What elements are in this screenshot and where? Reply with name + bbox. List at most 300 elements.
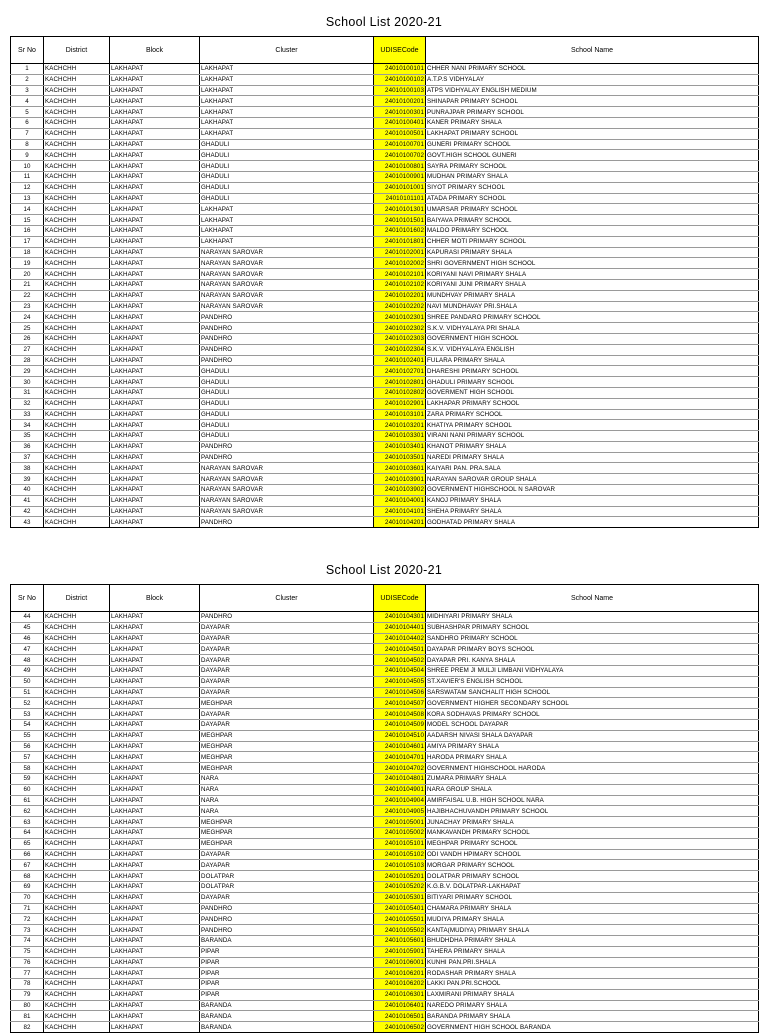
cell-cluster: GHADULI: [200, 193, 374, 204]
cell-block: LAKHAPAT: [110, 784, 200, 795]
cell-udise-code: 24010103902: [374, 485, 426, 496]
cell-block: LAKHAPAT: [110, 914, 200, 925]
cell-school-name: LAXMIRANI PRIMARY SHALA: [426, 989, 759, 1000]
cell-sr-no: 66: [11, 849, 44, 860]
cell-block: LAKHAPAT: [110, 452, 200, 463]
cell-block: LAKHAPAT: [110, 1000, 200, 1011]
cell-district: KACHCHH: [44, 849, 110, 860]
cell-sr-no: 31: [11, 387, 44, 398]
cell-block: LAKHAPAT: [110, 860, 200, 871]
cell-block: LAKHAPAT: [110, 676, 200, 687]
cell-sr-no: 9: [11, 150, 44, 161]
cell-udise-code: 24010102302: [374, 323, 426, 334]
cell-udise-code: 24010102002: [374, 258, 426, 269]
cell-school-name: AMIRFAISAL U.B. HIGH SCHOOL NARA: [426, 795, 759, 806]
table-row: [11, 1011, 759, 1022]
cell-cluster: NARAYAN SAROVAR: [200, 269, 374, 280]
cell-school-name: KANOJ PRIMARY SHALA: [426, 495, 759, 506]
cell-udise-code: 24010100702: [374, 150, 426, 161]
cell-block: LAKHAPAT: [110, 795, 200, 806]
cell-udise-code: 24010104701: [374, 752, 426, 763]
table-row: [11, 806, 759, 817]
cell-udise-code: 24010105301: [374, 892, 426, 903]
cell-udise-code: 24010106502: [374, 1022, 426, 1033]
cell-cluster: GHADULI: [200, 377, 374, 388]
cell-udise-code: 24010104201: [374, 517, 426, 528]
cell-school-name: KORIYANI JUNI PRIMARY SHALA: [426, 279, 759, 290]
cell-cluster: GHADULI: [200, 409, 374, 420]
cell-udise-code: 24010101101: [374, 193, 426, 204]
cell-udise-code: 24010100301: [374, 107, 426, 118]
cell-udise-code: 24010102701: [374, 366, 426, 377]
table-row: [11, 784, 759, 795]
cell-block: LAKHAPAT: [110, 377, 200, 388]
cell-cluster: DOLATPAR: [200, 881, 374, 892]
cell-sr-no: 60: [11, 784, 44, 795]
table-row: [11, 763, 759, 774]
cell-cluster: LAKHAPAT: [200, 225, 374, 236]
table-row: [11, 225, 759, 236]
cell-block: LAKHAPAT: [110, 290, 200, 301]
cell-district: KACHCHH: [44, 193, 110, 204]
cell-cluster: NARA: [200, 806, 374, 817]
table-row: [11, 633, 759, 644]
cell-cluster: BARANDA: [200, 935, 374, 946]
cell-sr-no: 27: [11, 344, 44, 355]
cell-cluster: PIPAR: [200, 979, 374, 990]
cell-block: LAKHAPAT: [110, 182, 200, 193]
cell-block: LAKHAPAT: [110, 495, 200, 506]
cell-school-name: SHRI GOVERNMENT HIGH SCHOOL: [426, 258, 759, 269]
cell-sr-no: 41: [11, 495, 44, 506]
cell-block: LAKHAPAT: [110, 925, 200, 936]
table-row: [11, 409, 759, 420]
table-row: [11, 989, 759, 1000]
cell-udise-code: 24010104506: [374, 687, 426, 698]
cell-cluster: PANDHRO: [200, 914, 374, 925]
table-row: [11, 925, 759, 936]
cell-udise-code: 24010102303: [374, 333, 426, 344]
cell-udise-code: 24010104510: [374, 730, 426, 741]
cell-district: KACHCHH: [44, 204, 110, 215]
cell-district: KACHCHH: [44, 517, 110, 528]
table-row: [11, 495, 759, 506]
cell-cluster: DAYAPAR: [200, 849, 374, 860]
table-row: [11, 431, 759, 442]
cell-udise-code: 24010105103: [374, 860, 426, 871]
cell-school-name: GOVERNMENT HIGH SCHOOL BARANDA: [426, 1022, 759, 1033]
cell-cluster: LAKHAPAT: [200, 128, 374, 139]
cell-udise-code: 24010104904: [374, 795, 426, 806]
cell-school-name: KANTA(MUDIYA) PRIMARY SHALA: [426, 925, 759, 936]
table-row: [11, 333, 759, 344]
cell-sr-no: 80: [11, 1000, 44, 1011]
cell-school-name: MIDHIYARI PRIMARY SHALA: [426, 612, 759, 623]
cell-block: LAKHAPAT: [110, 420, 200, 431]
cell-cluster: DAYAPAR: [200, 719, 374, 730]
cell-sr-no: 23: [11, 301, 44, 312]
cell-sr-no: 63: [11, 817, 44, 828]
cell-sr-no: 71: [11, 903, 44, 914]
cell-udise-code: 24010104401: [374, 622, 426, 633]
cell-sr-no: 59: [11, 773, 44, 784]
header-sr-no: Sr No: [11, 37, 44, 64]
cell-district: KACHCHH: [44, 225, 110, 236]
cell-sr-no: 55: [11, 730, 44, 741]
table-row: [11, 485, 759, 496]
cell-block: LAKHAPAT: [110, 333, 200, 344]
school-table: [10, 584, 759, 1033]
cell-cluster: PANDHRO: [200, 312, 374, 323]
cell-cluster: MEGHPAR: [200, 730, 374, 741]
cell-sr-no: 74: [11, 935, 44, 946]
cell-school-name: DAYAPAR PRI. KANYA SHALA: [426, 655, 759, 666]
cell-sr-no: 69: [11, 881, 44, 892]
table-row: [11, 795, 759, 806]
cell-block: LAKHAPAT: [110, 687, 200, 698]
cell-udise-code: 24010102901: [374, 398, 426, 409]
cell-school-name: GOVERNMENT HIGHSCHOOL HARODA: [426, 763, 759, 774]
cell-cluster: GHADULI: [200, 420, 374, 431]
cell-cluster: MEGHPAR: [200, 838, 374, 849]
table-row: [11, 247, 759, 258]
cell-cluster: GHADULI: [200, 387, 374, 398]
cell-sr-no: 16: [11, 225, 44, 236]
cell-school-name: KAIYARI PAN. PRA.SALA: [426, 463, 759, 474]
cell-district: KACHCHH: [44, 881, 110, 892]
cell-udise-code: 24010101801: [374, 236, 426, 247]
cell-cluster: LAKHAPAT: [200, 215, 374, 226]
cell-cluster: DAYAPAR: [200, 687, 374, 698]
cell-school-name: UMARSAR PRIMARY SCHOOL: [426, 204, 759, 215]
cell-block: LAKHAPAT: [110, 398, 200, 409]
cell-school-name: SAYRA PRIMARY SCHOOL: [426, 161, 759, 172]
cell-sr-no: 78: [11, 979, 44, 990]
table-row: [11, 644, 759, 655]
table-row: [11, 914, 759, 925]
cell-district: KACHCHH: [44, 495, 110, 506]
cell-udise-code: 24010104505: [374, 676, 426, 687]
cell-district: KACHCHH: [44, 892, 110, 903]
table-row: [11, 817, 759, 828]
cell-cluster: NARAYAN SAROVAR: [200, 258, 374, 269]
cell-district: KACHCHH: [44, 236, 110, 247]
table-row: [11, 204, 759, 215]
cell-sr-no: 35: [11, 431, 44, 442]
cell-sr-no: 65: [11, 838, 44, 849]
header-sr-no: Sr No: [11, 585, 44, 612]
cell-school-name: ZARA PRIMARY SCHOOL: [426, 409, 759, 420]
cell-district: KACHCHH: [44, 719, 110, 730]
cell-school-name: BITIYARI PRIMARY SCHOOL: [426, 892, 759, 903]
table-row: [11, 387, 759, 398]
cell-sr-no: 29: [11, 366, 44, 377]
cell-block: LAKHAPAT: [110, 827, 200, 838]
cell-district: KACHCHH: [44, 107, 110, 118]
table-row: [11, 64, 759, 75]
cell-cluster: GHADULI: [200, 150, 374, 161]
cell-sr-no: 81: [11, 1011, 44, 1022]
cell-sr-no: 38: [11, 463, 44, 474]
cell-sr-no: 70: [11, 892, 44, 903]
cell-block: LAKHAPAT: [110, 204, 200, 215]
table-row: [11, 193, 759, 204]
school-table: [10, 36, 759, 528]
cell-block: LAKHAPAT: [110, 258, 200, 269]
cell-district: KACHCHH: [44, 730, 110, 741]
cell-school-name: SUBHASHPAR PRIMARY SCHOOL: [426, 622, 759, 633]
cell-udise-code: 24010106201: [374, 968, 426, 979]
cell-district: KACHCHH: [44, 312, 110, 323]
cell-district: KACHCHH: [44, 871, 110, 882]
cell-school-name: TAHERA PRIMARY SHALA: [426, 946, 759, 957]
cell-block: LAKHAPAT: [110, 64, 200, 75]
cell-district: KACHCHH: [44, 806, 110, 817]
cell-cluster: LAKHAPAT: [200, 204, 374, 215]
cell-cluster: PANDHRO: [200, 903, 374, 914]
cell-district: KACHCHH: [44, 452, 110, 463]
cell-block: LAKHAPAT: [110, 474, 200, 485]
cell-school-name: FULARA PRIMARY SHALA: [426, 355, 759, 366]
cell-sr-no: 33: [11, 409, 44, 420]
cell-block: LAKHAPAT: [110, 763, 200, 774]
table-row: [11, 74, 759, 85]
cell-school-name: NARAYAN SAROVAR GROUP SHALA: [426, 474, 759, 485]
cell-district: KACHCHH: [44, 441, 110, 452]
cell-district: KACHCHH: [44, 784, 110, 795]
cell-cluster: GHADULI: [200, 171, 374, 182]
table-row: [11, 622, 759, 633]
cell-school-name: GOVERNMENT HIGHER SECONDARY SCHOOL: [426, 698, 759, 709]
cell-block: LAKHAPAT: [110, 215, 200, 226]
cell-block: LAKHAPAT: [110, 96, 200, 107]
cell-sr-no: 36: [11, 441, 44, 452]
cell-district: KACHCHH: [44, 946, 110, 957]
cell-block: LAKHAPAT: [110, 655, 200, 666]
cell-school-name: SIYOT PRIMARY SCHOOL: [426, 182, 759, 193]
table-row: [11, 150, 759, 161]
cell-school-name: GHADULI PRIMARY SCHOOL: [426, 377, 759, 388]
table-row: [11, 719, 759, 730]
cell-udise-code: 24010103101: [374, 409, 426, 420]
cell-district: KACHCHH: [44, 247, 110, 258]
cell-district: KACHCHH: [44, 860, 110, 871]
table-row: [11, 301, 759, 312]
cell-district: KACHCHH: [44, 485, 110, 496]
cell-block: LAKHAPAT: [110, 323, 200, 334]
cell-school-name: AMIYA PRIMARY SHALA: [426, 741, 759, 752]
table-row: [11, 377, 759, 388]
list-title: School List 2020-21: [325, 563, 443, 577]
cell-block: LAKHAPAT: [110, 817, 200, 828]
cell-cluster: LAKHAPAT: [200, 64, 374, 75]
cell-sr-no: 12: [11, 182, 44, 193]
cell-district: KACHCHH: [44, 903, 110, 914]
table-row: [11, 506, 759, 517]
table-row: [11, 355, 759, 366]
cell-district: KACHCHH: [44, 161, 110, 172]
cell-sr-no: 8: [11, 139, 44, 150]
cell-district: KACHCHH: [44, 344, 110, 355]
cell-udise-code: 24010100102: [374, 74, 426, 85]
cell-sr-no: 49: [11, 665, 44, 676]
cell-sr-no: 44: [11, 612, 44, 623]
table-row: [11, 849, 759, 860]
cell-sr-no: 45: [11, 622, 44, 633]
cell-district: KACHCHH: [44, 258, 110, 269]
cell-cluster: DAYAPAR: [200, 622, 374, 633]
cell-udise-code: 24010106301: [374, 989, 426, 1000]
cell-udise-code: 24010102201: [374, 290, 426, 301]
cell-school-name: PUNRAJPAR PRIMARY SCHOOL: [426, 107, 759, 118]
cell-school-name: GODHATAD PRIMARY SHALA: [426, 517, 759, 528]
cell-school-name: NAVI MUNDHAVAY PRI.SHALA: [426, 301, 759, 312]
table-row: [11, 903, 759, 914]
cell-udise-code: 24010101602: [374, 225, 426, 236]
table-row: [11, 236, 759, 247]
cell-district: KACHCHH: [44, 914, 110, 925]
cell-block: LAKHAPAT: [110, 225, 200, 236]
table-row: [11, 892, 759, 903]
cell-sr-no: 6: [11, 117, 44, 128]
cell-cluster: DAYAPAR: [200, 892, 374, 903]
cell-district: KACHCHH: [44, 366, 110, 377]
cell-cluster: PIPAR: [200, 946, 374, 957]
cell-block: LAKHAPAT: [110, 665, 200, 676]
header-district: District: [44, 585, 110, 612]
table-row: [11, 979, 759, 990]
cell-cluster: MEGHPAR: [200, 741, 374, 752]
cell-district: KACHCHH: [44, 622, 110, 633]
cell-district: KACHCHH: [44, 752, 110, 763]
cell-district: KACHCHH: [44, 279, 110, 290]
cell-school-name: MALDO PRIMARY SCHOOL: [426, 225, 759, 236]
cell-udise-code: 24010105202: [374, 881, 426, 892]
cell-school-name: DOLATPAR PRIMARY SCHOOL: [426, 871, 759, 882]
cell-sr-no: 7: [11, 128, 44, 139]
cell-cluster: NARAYAN SAROVAR: [200, 474, 374, 485]
cell-udise-code: 24010104507: [374, 698, 426, 709]
cell-school-name: CHAMARA PRIMARY SHALA: [426, 903, 759, 914]
cell-district: KACHCHH: [44, 687, 110, 698]
cell-school-name: MODEL SCHOOL DAYAPAR: [426, 719, 759, 730]
cell-sr-no: 25: [11, 323, 44, 334]
cell-school-name: KUNHI PAN.PRI.SHALA: [426, 957, 759, 968]
cell-cluster: PANDHRO: [200, 925, 374, 936]
cell-block: LAKHAPAT: [110, 1011, 200, 1022]
cell-udise-code: 24010106501: [374, 1011, 426, 1022]
cell-school-name: MEGHPAR PRIMARY SCHOOL: [426, 838, 759, 849]
cell-udise-code: 24010102001: [374, 247, 426, 258]
cell-school-name: SHINAPAR PRIMARY SCHOOL: [426, 96, 759, 107]
cell-udise-code: 24010100101: [374, 64, 426, 75]
cell-cluster: DAYAPAR: [200, 676, 374, 687]
cell-block: LAKHAPAT: [110, 644, 200, 655]
cell-school-name: HARODA PRIMARY SHALA: [426, 752, 759, 763]
cell-cluster: DAYAPAR: [200, 860, 374, 871]
cell-block: LAKHAPAT: [110, 903, 200, 914]
header-school-name: School Name: [426, 37, 759, 64]
cell-cluster: DAYAPAR: [200, 655, 374, 666]
cell-cluster: BARANDA: [200, 1000, 374, 1011]
cell-district: KACHCHH: [44, 463, 110, 474]
cell-cluster: LAKHAPAT: [200, 117, 374, 128]
cell-cluster: NARAYAN SAROVAR: [200, 290, 374, 301]
cell-school-name: ATADA PRIMARY SCHOOL: [426, 193, 759, 204]
cell-udise-code: 24010101001: [374, 182, 426, 193]
table-body: [11, 64, 759, 528]
cell-district: KACHCHH: [44, 1011, 110, 1022]
cell-block: LAKHAPAT: [110, 431, 200, 442]
cell-sr-no: 67: [11, 860, 44, 871]
cell-block: LAKHAPAT: [110, 74, 200, 85]
cell-block: LAKHAPAT: [110, 128, 200, 139]
cell-udise-code: 24010102401: [374, 355, 426, 366]
cell-cluster: DAYAPAR: [200, 709, 374, 720]
cell-udise-code: 24010102101: [374, 269, 426, 280]
cell-school-name: A.T.P.S VIDHYALAY: [426, 74, 759, 85]
cell-block: LAKHAPAT: [110, 838, 200, 849]
cell-block: LAKHAPAT: [110, 730, 200, 741]
cell-udise-code: 24010102304: [374, 344, 426, 355]
cell-sr-no: 58: [11, 763, 44, 774]
table-row: [11, 139, 759, 150]
cell-udise-code: 24010100801: [374, 161, 426, 172]
cell-udise-code: 24010103501: [374, 452, 426, 463]
cell-school-name: GOVT.HIGH SCHOOL GUNERI: [426, 150, 759, 161]
cell-school-name: GOVERNMENT HIGHSCHOOL N SAROVAR: [426, 485, 759, 496]
table-row: [11, 323, 759, 334]
table-row: [11, 676, 759, 687]
cell-school-name: KORIYANI NAVI PRIMARY SHALA: [426, 269, 759, 280]
cell-udise-code: 24010100201: [374, 96, 426, 107]
cell-school-name: ST.XAVIER'S ENGLISH SCHOOL: [426, 676, 759, 687]
cell-cluster: NARA: [200, 773, 374, 784]
cell-school-name: S.K.V. VIDHYALAYA ENGLISH: [426, 344, 759, 355]
cell-udise-code: 24010106202: [374, 979, 426, 990]
cell-school-name: K.G.B.V. DOLATPAR-LAKHAPAT: [426, 881, 759, 892]
cell-school-name: DAYAPAR PRIMARY BOYS SCHOOL: [426, 644, 759, 655]
cell-block: LAKHAPAT: [110, 387, 200, 398]
cell-udise-code: 24010104301: [374, 612, 426, 623]
cell-block: LAKHAPAT: [110, 485, 200, 496]
cell-district: KACHCHH: [44, 387, 110, 398]
cell-sr-no: 54: [11, 719, 44, 730]
cell-sr-no: 62: [11, 806, 44, 817]
cell-block: LAKHAPAT: [110, 193, 200, 204]
cell-district: KACHCHH: [44, 925, 110, 936]
cell-sr-no: 52: [11, 698, 44, 709]
cell-district: KACHCHH: [44, 989, 110, 1000]
table-row: [11, 96, 759, 107]
cell-cluster: PANDHRO: [200, 441, 374, 452]
cell-district: KACHCHH: [44, 150, 110, 161]
cell-district: KACHCHH: [44, 74, 110, 85]
cell-block: LAKHAPAT: [110, 698, 200, 709]
cell-cluster: PIPAR: [200, 968, 374, 979]
cell-sr-no: 1: [11, 64, 44, 75]
cell-block: LAKHAPAT: [110, 139, 200, 150]
table-row: [11, 463, 759, 474]
cell-district: KACHCHH: [44, 323, 110, 334]
cell-udise-code: 24010100701: [374, 139, 426, 150]
cell-sr-no: 22: [11, 290, 44, 301]
table-header-row: [11, 585, 759, 612]
table-row: [11, 171, 759, 182]
cell-udise-code: 24010106001: [374, 957, 426, 968]
table-row: [11, 312, 759, 323]
cell-cluster: NARAYAN SAROVAR: [200, 247, 374, 258]
